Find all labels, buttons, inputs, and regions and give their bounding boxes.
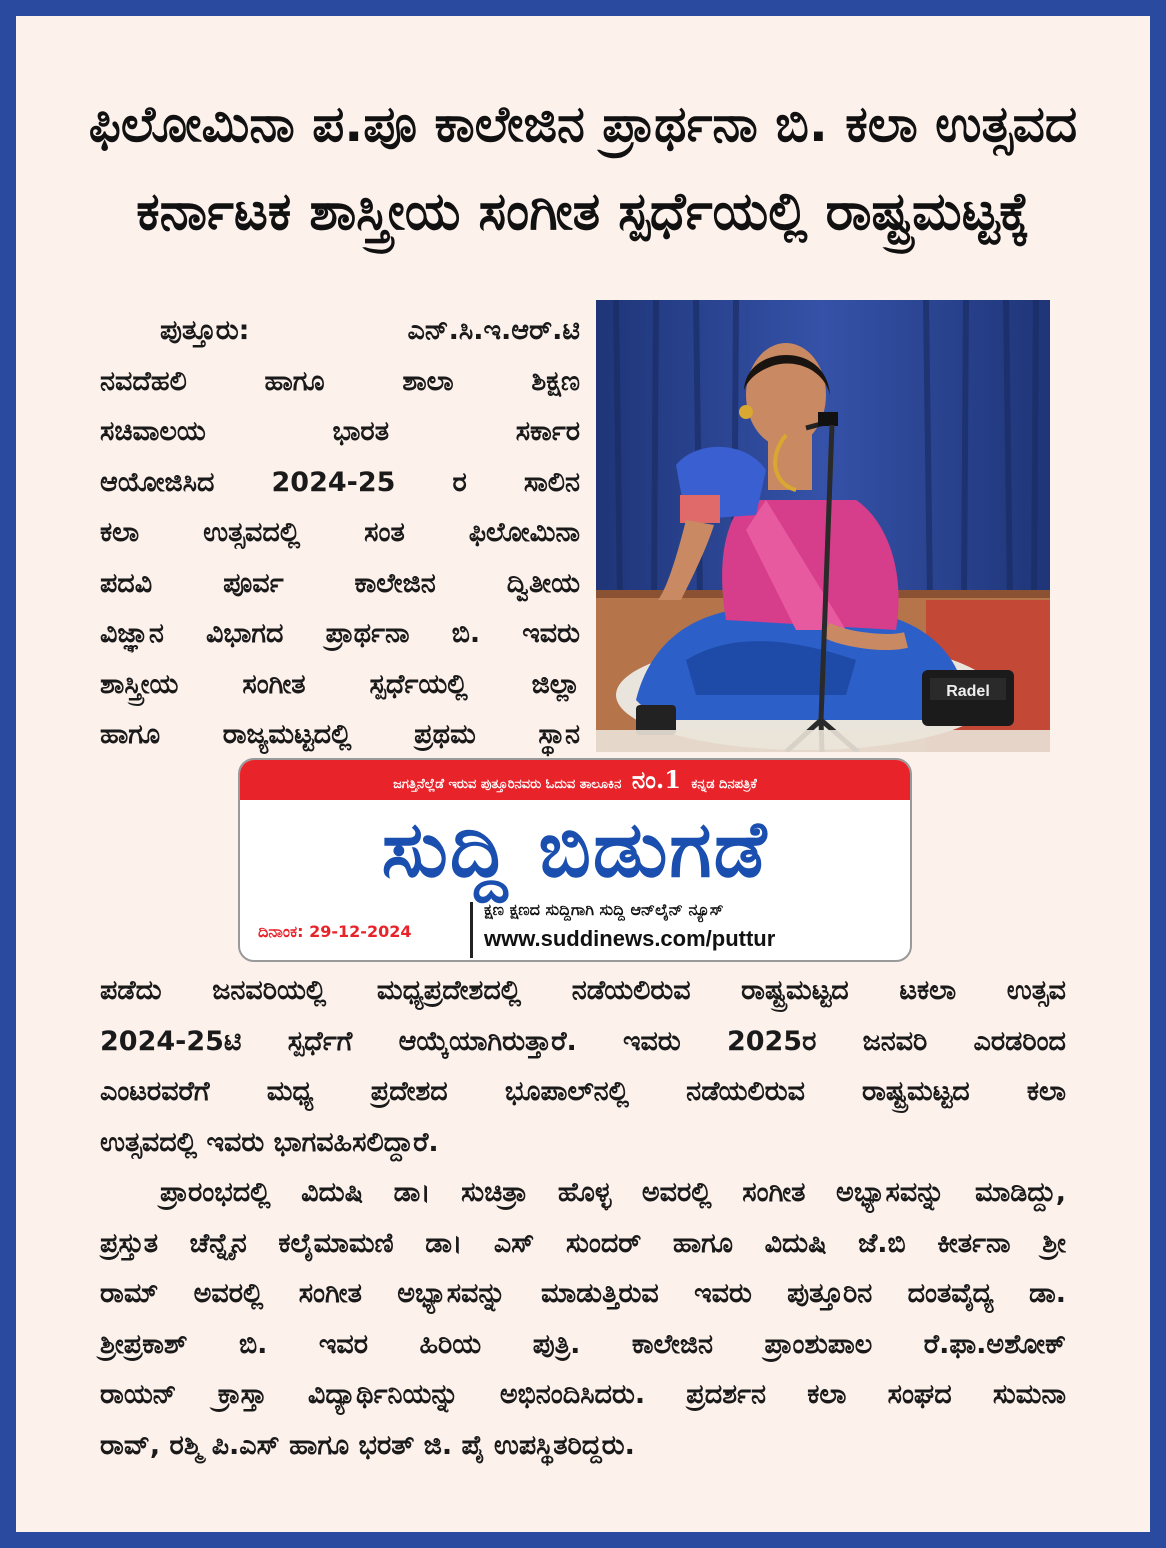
masthead-banner bbox=[238, 758, 912, 962]
article-line: ಆಯೋಜಿಸಿದ 2024-25 ರ ಸಾಲಿನ bbox=[100, 466, 580, 498]
headline-line-1: ಫಿಲೋಮಿನಾ ಪ.ಪೂ ಕಾಲೇಜಿನ ಪ್ರಾರ್ಥನಾ ಬಿ. ಕಲಾ ಉತ್ಸವದ bbox=[88, 95, 1078, 153]
article-line: ಪಡೆದು ಜನವರಿಯಲ್ಲಿ ಮಧ್ಯಪ್ರದೇಶದಲ್ಲಿ ನಡೆಯಲಿರುವ ರಾಷ್ಟ್ರಮಟ್ಟದ ಟಕಲಾ ಉತ್ಸವ bbox=[100, 975, 1066, 1006]
singer-photo bbox=[596, 300, 1050, 752]
article-line: ಹಾಗೂ ರಾಜ್ಯಮಟ್ಟದಲ್ಲಿ ಪ್ರಥಮ ಸ್ಥಾನ bbox=[100, 719, 580, 750]
article-line: ರಾಯನ್ ಕ್ರಾಸ್ತಾ ವಿದ್ಯಾರ್ಥಿನಿಯನ್ನು ಅಭಿನಂದಿಸಿದರು. ಪ್ರದರ್ಶನ ಕಲಾ ಸಂಘದ ಸುಮನಾ bbox=[100, 1379, 1066, 1410]
article-line: ರಾಮ್ ಅವರಲ್ಲಿ ಸಂಗೀತ ಅಭ್ಯಾಸವನ್ನು ಮಾಡುತ್ತಿರುವ ಇವರು ಪುತ್ತೂರಿನ ದಂತವೈದ್ಯ ಡಾ. bbox=[100, 1278, 1066, 1309]
article-line: ಉತ್ಸವದಲ್ಲಿ ಇವರು ಭಾಗವಹಿಸಲಿದ್ದಾರೆ. bbox=[100, 1126, 439, 1158]
article-line: ಪ್ರಾರಂಭದಲ್ಲಿ ವಿದುಷಿ ಡಾ। ಸುಚಿತ್ರಾ ಹೊಳ್ಳ ಅವರಲ್ಲಿ ಸಂಗೀತ ಅಭ್ಯಾಸವನ್ನು ಮಾಡಿದ್ದು, bbox=[160, 1177, 1066, 1208]
article-line: ಎಂಟರವರೆಗೆ ಮಧ್ಯ ಪ್ರದೇಶದ ಭೂಪಾಲ್‌ನಲ್ಲಿ ನಡೆಯಲಿರುವ ರಾಷ್ಟ್ರಮಟ್ಟದ ಕಲಾ bbox=[100, 1076, 1066, 1107]
newspaper-clipping bbox=[16, 16, 1150, 1532]
harmonium-label: Radel bbox=[946, 683, 990, 700]
strip-text-before: ಜಗತ್ತಿನೆಲ್ಲೆಡೆ ಇರುವ ಪುತ್ತೂರಿನವರು ಓದುವ ತಾಲೂಕಿನ bbox=[393, 777, 622, 792]
article-line: ಪ್ರಸ್ತುತ ಚೆನ್ನೈನ ಕಲೈಮಾಮಣಿ ಡಾ। ಎಸ್ ಸುಂದರ್ ಹಾಗೂ ವಿದುಷಿ ಜೆ.ಬಿ ಕೀರ್ತನಾ ಶ್ರೀ bbox=[100, 1227, 1066, 1259]
divider bbox=[470, 902, 473, 958]
article-line: ನವದೆಹಲಿ ಹಾಗೂ ಶಾಲಾ ಶಿಕ್ಷಣ bbox=[100, 365, 580, 397]
article-line: ಶಾಸ್ತ್ರೀಯ ಸಂಗೀತ ಸ್ಪರ್ಧೆಯಲ್ಲಿ ಜಿಲ್ಲಾ bbox=[100, 668, 580, 700]
strip-text-after: ಕನ್ನಡ ದಿನಪತ್ರಿಕೆ bbox=[691, 777, 757, 792]
article-line: ವಿಜ್ಞಾನ ವಿಭಾಗದ ಪ್ರಾರ್ಥನಾ ಬಿ. ಇವರು bbox=[100, 618, 580, 649]
publish-date: ದಿನಾಂಕ: 29-12-2024 bbox=[258, 922, 412, 941]
newspaper-masthead: ಸುದ್ದಿ ಬಿಡುಗಡೆ bbox=[381, 805, 769, 895]
article-line: ಪುತ್ತೂರು: ಎನ್.ಸಿ.ಇ.ಆರ್.ಟಿ bbox=[160, 315, 580, 346]
article-body bbox=[100, 966, 1066, 1471]
article-line: ಪದವಿ ಪೂರ್ವ ಕಾಲೇಜಿನ ದ್ವಿತೀಯ bbox=[100, 567, 580, 599]
article-line: ರಾವ್, ರಶ್ಮಿ ಪಿ.ಎಸ್ ಹಾಗೂ ಭರತ್ ಜಿ. ಪೈ ಉಪಸ್ಥಿತರಿದ್ದರು. bbox=[100, 1429, 635, 1461]
banner-strip bbox=[240, 760, 910, 800]
banner-tagline: ಕ್ಷಣ ಕ್ಷಣದ ಸುದ್ದಿಗಾಗಿ ಸುದ್ದಿ ಆನ್‌ಲೈನ್ ನ್ಯೂಸ್ bbox=[484, 900, 724, 919]
article-line: ಕಲಾ ಉತ್ಸವದಲ್ಲಿ ಸಂತ ಫಿಲೋಮಿನಾ bbox=[100, 517, 580, 548]
singer-illustration bbox=[596, 300, 1050, 752]
website-url: www.suddinews.com/puttur bbox=[484, 926, 776, 951]
number-one-badge: ನಂ.1 bbox=[631, 765, 681, 794]
headline-line-2: ಕರ್ನಾಟಕ ಶಾಸ್ತ್ರೀಯ ಸಂಗೀತ ಸ್ಪರ್ಧೆಯಲ್ಲಿ ರಾಷ್ಟ್ರಮಟ್ಟಕ್ಕೆ bbox=[136, 182, 1030, 242]
article-line: ಸಚಿವಾಲಯ ಭಾರತ ಸರ್ಕಾರ bbox=[100, 416, 580, 447]
article-line: 2024-25ಟಿ ಸ್ಪರ್ಧೆಗೆ ಆಯ್ಕೆಯಾಗಿರುತ್ತಾರೆ. ಇವರು 2025ರ ಜನವರಿ ಎರಡರಿಂದ bbox=[100, 1025, 1066, 1057]
article-line: ಶ್ರೀಪ್ರಕಾಶ್ ಬಿ. ಇವರ ಹಿರಿಯ ಪುತ್ರಿ. ಕಾಲೇಜಿನ ಪ್ರಾಂಶುಪಾಲ ರೆ.ಫಾ.ಅಶೋಕ್ bbox=[100, 1328, 1066, 1360]
article-intro-column bbox=[100, 306, 580, 761]
